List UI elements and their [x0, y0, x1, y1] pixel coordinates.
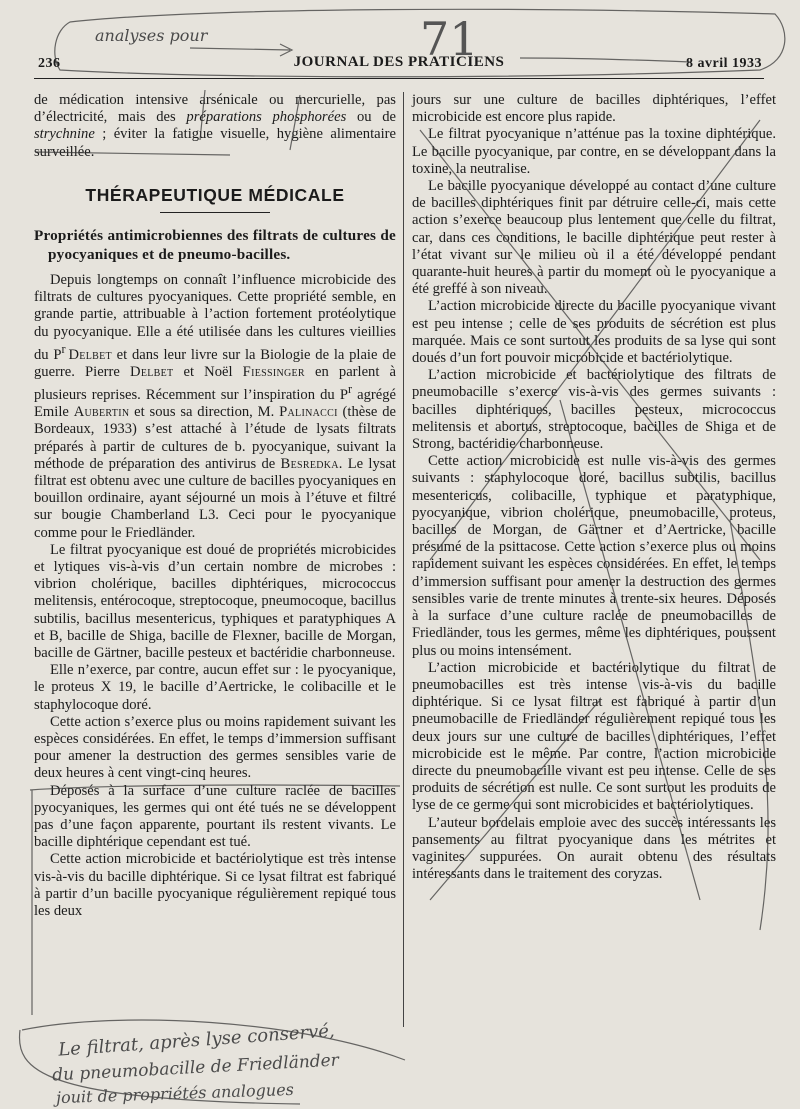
handwritten-top-note: analyses pour — [95, 26, 208, 45]
handwritten-number: 71 — [420, 12, 479, 66]
paragraph-4: Cette action s’exerce plus ou moins rapidement suivant les espèces considérées. En effet, le temps d’immersion suffisant pour amener la destruction des germes sensibles varie de deux heures à cent vingt-cinq heures. — [34, 713, 396, 782]
right-paragraph-6: Cette action microbicide est nulle vis-à-vis des germes suivants : staphylocoque doré, bacillus subtilis, bacillus mesentericus, colibacille, typhique et paratyphique, pyocyanique, vibrion cholérique, pneumobacille, proteus, bacilles de Morgan, de Gärtner et d’Aertricke, bacille présumé de la psittacose. Cette action s’exerce plus ou moins rapidement suivant les espèces considérées. En effet, le temps d’immersion suffisant pour amener la destruction des germes sensibles varie de trente minutes à trente-six heures. Déposés à la surface d’une culture raclée de pneumobacilles de Friedländer, tous les germes, même les diphtériques, poussent plus ou moins intensément. — [412, 453, 776, 659]
p1-text-h: . Le lysat filtrat est obtenu avec une culture de bacilles pyocyaniques en bouillon ordinaire, ayant séjourné un mois à l’étuve et filtré sur bougie Chamberland L3. Ceci pour le pyocyanique comme pour le Friedländer. — [34, 455, 396, 541]
right-paragraph-3: Le bacille pyocyanique développé au contact d’une culture de bacilles diphtériques finit par détruire celle-ci, mais cette action s’exerce beaucoup plus lentement que celle du filtrat, car, dans ces conditions, le bacille diphtérique peut rester à l’état vivant sur le milieu où il a été développé pendant quarante-huit heures à partir du moment où le pyocyanique a été greffé à son niveau. — [412, 178, 776, 298]
author-name-fiessinger: Fiessinger — [242, 363, 305, 380]
issue-date: 8 avril 1933 — [686, 56, 762, 71]
handwritten-bottom-note-2: du pneumobacille de Friedländer — [51, 1050, 340, 1086]
page-header — [34, 52, 764, 79]
column-divider — [403, 92, 404, 1027]
right-paragraph-4: L’action microbicide directe du bacille pyocyanique vivant est peu intense ; celle de ses produits de sécrétion est plus marquée. Mais ce sont surtout les produits de sa lyse qui sont doués d’un fort pouvoir microbicide et bactériolytique. — [412, 298, 776, 367]
intro-text-1: de médication intensive arsénicale ou mercurielle, pas d’électricité, mais des — [34, 92, 396, 126]
intro-paragraph — [34, 92, 396, 161]
right-paragraph-7: L’action microbicide et bactériolytique du filtrat de pneumobacilles est très intense vis-à-vis du bacille diphtérique. Si ce lysat filtrat est fabriqué à partir d’un pneumobacille de Friedländer régulièrement repiqué tous les deux jours sur une culture de bacilles diphtériques, l’effet microbicide est le même. Par contre, l’action microbicide directe du pneumobacille vivant est peu intense. Celle de ses produits de sécrétion est nulle. Ce sont surtout les produits de lyse de ce germe qui sont microbicides et bactériolytiques. — [412, 659, 776, 814]
p1-text-d: en parlent à plusieurs reprises. Récemment sur l’inspiration du P — [34, 363, 396, 403]
right-paragraph-1: jours sur une culture de bacilles diphtériques, l’effet microbicide est encore plus rapide. — [412, 92, 776, 126]
journal-title: JOURNAL DES PRATICIENS — [293, 54, 505, 70]
paragraph-3: Elle n’exerce, par contre, aucun effet sur : le pyocyanique, le proteus X 19, le bacille d’Aertricke, le colibacille et le staphylocoque doré. — [34, 662, 396, 713]
page-number: 236 — [38, 56, 61, 71]
paragraph-1 — [34, 272, 396, 542]
intro-emphasis-1: préparations phosphorées — [186, 109, 347, 126]
right-column — [412, 92, 776, 883]
author-name-pierre-delbet: Delbet — [129, 363, 174, 380]
author-name-delbet: Delbet — [68, 346, 112, 363]
left-column — [34, 92, 396, 920]
p1-text-c: et Noël — [173, 363, 243, 380]
intro-text-3: ; éviter la fatigue visuelle, hygiène alimentaire surveillée. — [34, 126, 396, 160]
section-title: THÉRAPEUTIQUE MÉDICALE — [85, 184, 345, 205]
handwritten-bottom-note-3: jouit de propriétés analogues — [55, 1079, 295, 1108]
paragraph-2: Le filtrat pyocyanique est doué de propriétés microbicides et lytiques vis-à-vis d’un certain nombre de microbes : vibrion cholérique, bacilles diphtériques, micrococcus melitensis, entérocoque, streptocoque, pneumocoque, bacillus subtilis, bacillus mesentericus, typhiques et paratyphiques A et B, bacille de Shiga, bacille de Flexner, bacille de Morgan, bacille de Gärtner, bacille pesteux et bactéridie charbonneuse. — [34, 541, 396, 661]
intro-text-2: ou de — [346, 109, 396, 126]
paragraph-5: Déposés à la surface d’une culture raclée de bacilles pyocyaniques, les germes qui ont été tués ne se développent pas d’une façon apparente, pourtant ils restent vivants. Le bacille diphtérique cependant est tué. — [34, 782, 396, 851]
p1-text-g: (thèse de Bordeaux, 1933) s’est attaché à l’étude de lysats filtrats préparés à partir de cultures de b. pyocyanique, suivant la méthode de préparation des antivirus de — [34, 404, 396, 472]
article-title: Propriétés antimicrobiennes des filtrats de cultures de pyocyaniques et de pneumo-bacilles. — [34, 227, 396, 263]
paragraph-6: Cette action microbicide et bactériolytique est très intense vis-à-vis du bacille diphtérique. Si ce lysat filtrat est fabriqué à partir d’un bacille pyocyanique régulièrement repiqué tous les deux — [34, 851, 396, 920]
intro-emphasis-2: strychnine — [34, 126, 95, 143]
right-paragraph-2: Le filtrat pyocyanique n’atténue pas la toxine diphtérique. Le bacille pyocyanique, par contre, en se développant dans la toxine, la neutralise. — [412, 126, 776, 177]
p1-sup-1: r — [61, 341, 66, 356]
p1-text-a: Depuis longtemps on connaît l’influence microbicide des filtrats de cultures pyocyaniques. Cette propriété semble, en grande partie, attribuable à l’action fortement protéolytique du pyocyanique. Elle a été utilisée dans les cultures vieillies du P — [34, 272, 396, 363]
section-rule — [160, 212, 270, 213]
right-paragraph-5: L’action microbicide et bactériolytique des filtrats de pneumobacille s’exerce vis-à-vis des germes suivants : bacilles diphtériques, bacilles pesteux, micrococcus melitensis et abortus, streptocoque, bacilles de Shiga et de Strong, bactéridie charbonneuse. — [412, 367, 776, 453]
handwritten-bottom-note-1: Le filtrat, après lyse conservé, — [57, 1020, 336, 1061]
author-name-besredka: Besredka — [280, 455, 339, 472]
p1-text-f: et sous sa direction, M. — [129, 404, 280, 421]
author-name-palinacci: Palinacci — [279, 404, 338, 421]
p1-sup-2: r — [347, 382, 352, 397]
right-paragraph-8: L’auteur bordelais emploie avec des succès intéressants les pansements au filtrat pyocyanique dans les métrites et vaginites suppurées. On aurait obtenu des résultats intéressants dans le traitement des coryzas. — [412, 814, 776, 883]
author-name-aubertin: Aubertin — [73, 404, 130, 421]
p1-text-e: agrégé Emile — [34, 386, 396, 421]
p1-text-b: et dans leur livre sur la Biologie de la plaie de guerre. Pierre — [34, 346, 396, 380]
